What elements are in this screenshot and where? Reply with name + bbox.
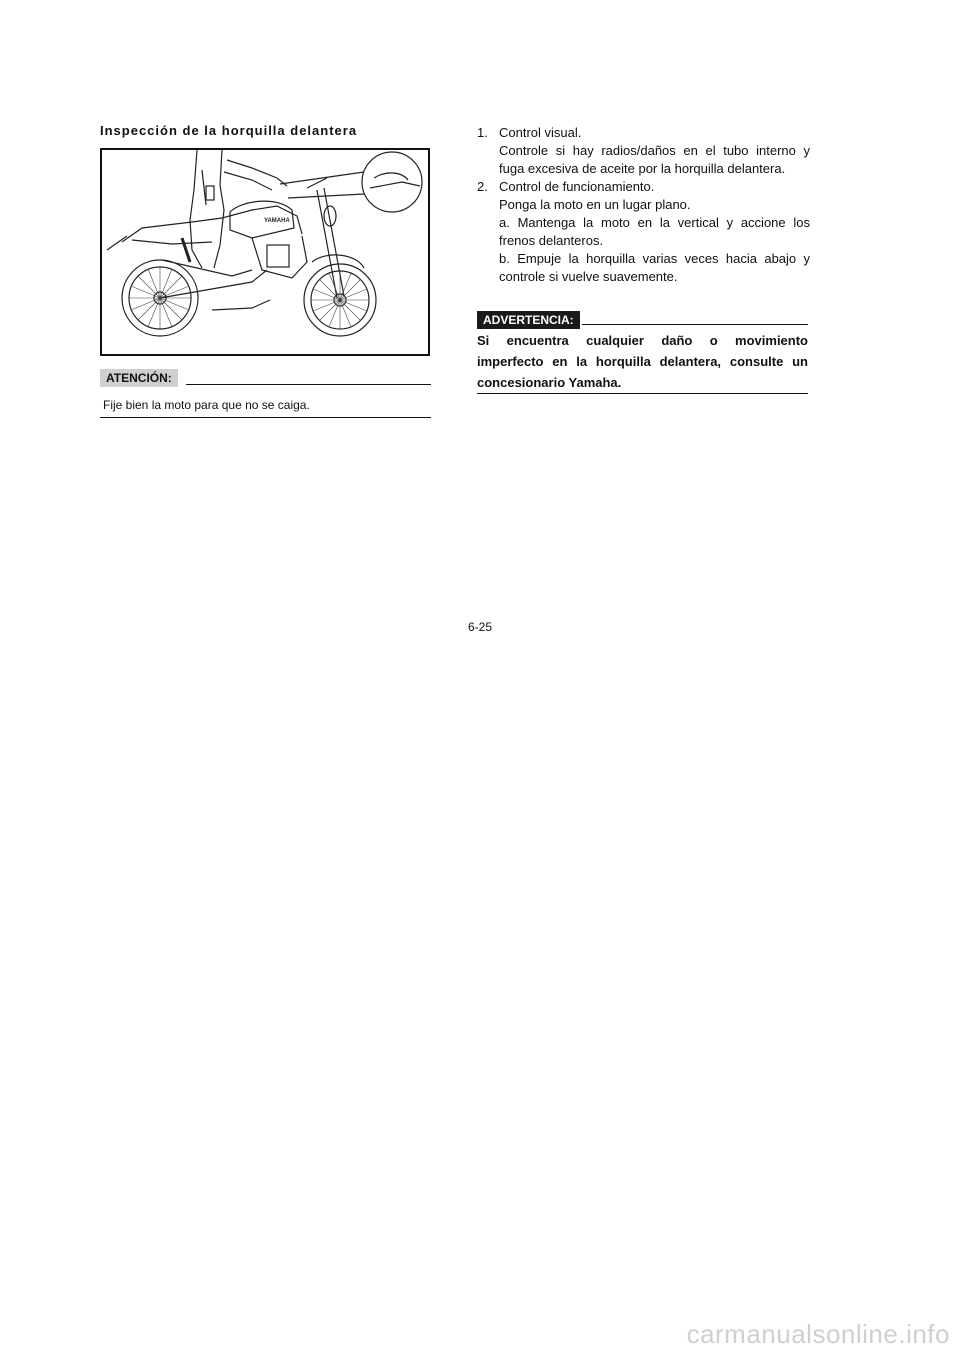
step-2-heading: 2. Control de funcionamiento. [477, 179, 655, 194]
motorcycle-figure [100, 148, 430, 356]
inspection-steps [477, 124, 810, 286]
brand-mark: YAMAHA [264, 218, 290, 224]
warning-label: ADVERTENCIA: [477, 311, 580, 329]
motorcycle-illustration [102, 150, 428, 354]
caution-label: ATENCIÓN: [100, 369, 178, 387]
caution-rule-bottom [100, 417, 431, 418]
step-2-line: controle si vuelve suavemente. [499, 269, 678, 284]
caution-rule-top [186, 384, 431, 385]
warning-line: Si encuentra cualquier daño o movimiento [477, 333, 808, 348]
step-2-line: Ponga la moto en un lugar plano. [499, 197, 691, 212]
caution-text: Fije bien la moto para que no se caiga. [103, 398, 310, 412]
watermark-logo: carmanualsonline.info [686, 1319, 950, 1349]
warning-line: concesionario Yamaha. [477, 375, 622, 390]
step-1-heading: 1. Control visual. [477, 125, 582, 140]
warning-line: imperfecto en la horquilla delantera, consulte un [477, 354, 808, 369]
warning-rule-bottom [477, 393, 808, 394]
step-2-line: frenos delanteros. [499, 233, 604, 248]
warning-text [477, 330, 808, 393]
page-number: 6-25 [467, 620, 493, 634]
step-2-line: b. Empuje la horquilla varias veces hacia abajo y [499, 251, 810, 266]
section-title: Inspección de la horquilla delantera [100, 123, 358, 138]
step-1-line: Controle si hay radios/daños en el tubo interno y [499, 143, 810, 158]
warning-rule-top [582, 324, 808, 325]
step-2-line: a. Mantenga la moto en la vertical y accione los [499, 215, 810, 230]
step-1-line: fuga excesiva de aceite por la horquilla delantera. [499, 161, 786, 176]
